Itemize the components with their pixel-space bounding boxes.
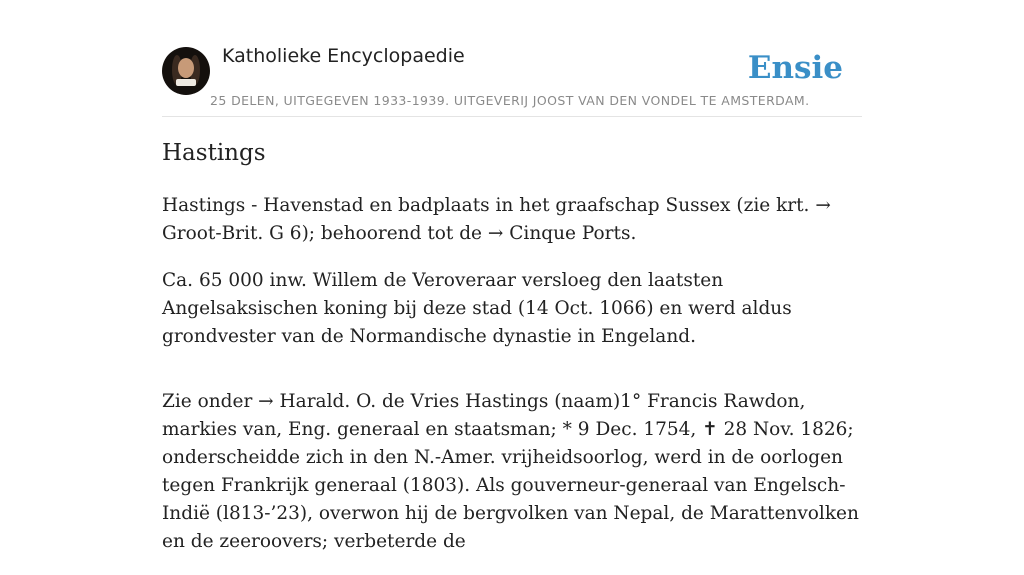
site-subtitle: 25 DELEN, UITGEGEVEN 1933-1939. UITGEVERIJ JOOST VAN DEN VONDEL TE AMSTERDAM. — [210, 93, 810, 108]
article-body — [162, 192, 862, 575]
link-groot-brit[interactable]: → Groot-Brit. G 6 — [162, 195, 831, 244]
paragraph-2: Ca. 65 000 inw. Willem de Veroveraar versloeg den laatsten Angelsaksischen koning bij deze stad (14 Oct. 1066) en werd aldus grondvester van de Normandische dynastie in Engeland. — [162, 270, 792, 347]
portrait-avatar[interactable] — [162, 47, 210, 95]
link-cinque-ports[interactable]: → Cinque Ports — [487, 223, 631, 244]
paragraph-1 — [162, 192, 862, 248]
brand-logo-link[interactable]: Ensie — [747, 50, 843, 86]
header — [162, 0, 862, 117]
avatar-collar — [176, 79, 196, 86]
paragraph-3-text-a: Zie onder — [162, 391, 259, 412]
avatar-face — [178, 58, 194, 78]
paragraph-3-text-b: . O. de Vries Hastings (naam)1° Francis Rawdon, markies van, Eng. generaal en staatsman; * 9 Dec. 1754, ✝ 28 Nov. 1826; onderscheidde zich in den N.-Amer. vrijheidsoorlog, werd in de oorlogen tegen Frankrijk generaal (1803). Als gouverneur-generaal van Engelsch-Indië (l813-’23), overwon hij de bergvolken van Nepal, de Marattenvolken en de zeeroovers; verbeterde de — [162, 391, 859, 552]
article-title: Hastings — [162, 140, 266, 166]
link-harald[interactable]: → Harald — [258, 391, 345, 412]
paragraph-1-text-a: Hastings - Havenstad en badplaats in het graafschap Sussex (zie krt. — [162, 195, 816, 216]
paragraph-1-text-b: ); behoorend tot de — [301, 223, 488, 244]
paragraph-3 — [162, 388, 862, 556]
site-title[interactable]: Katholieke Encyclopaedie — [222, 45, 465, 67]
paragraph-1-text-c: . — [630, 223, 637, 244]
